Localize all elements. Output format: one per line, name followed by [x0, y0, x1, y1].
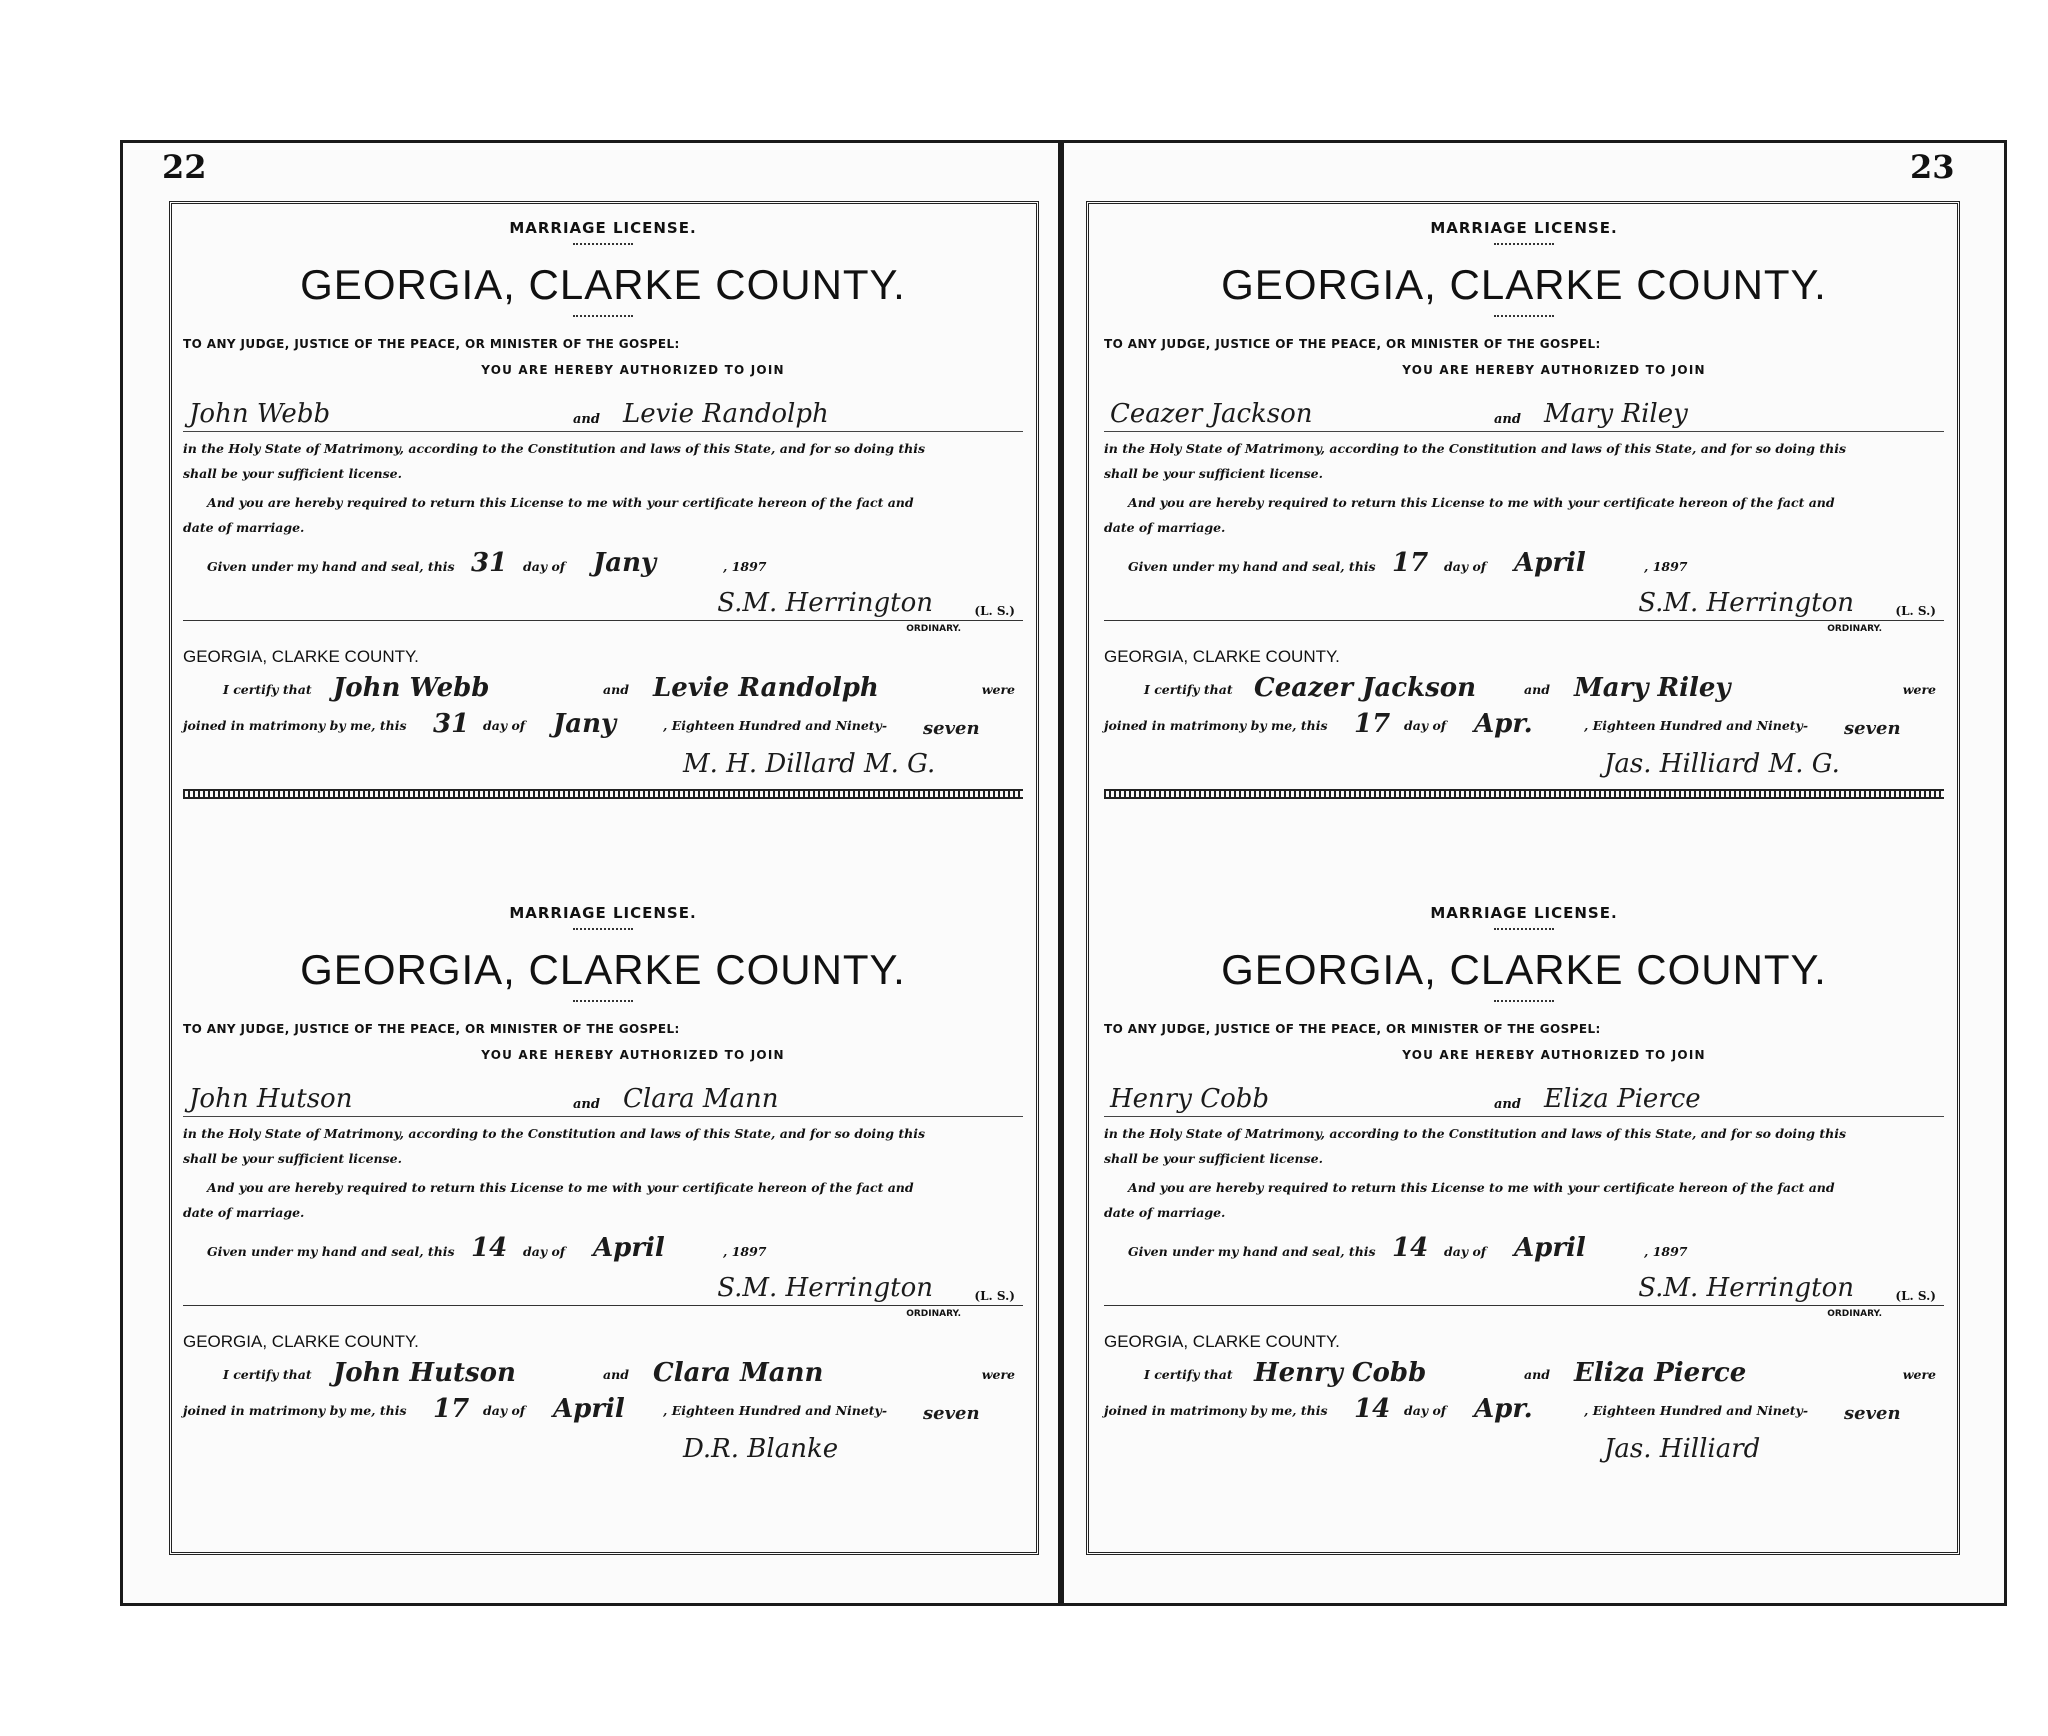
certificate-heading: GEORGIA, CLARKE COUNTY. — [183, 647, 419, 666]
right-page — [1058, 140, 2007, 1606]
eighteen-hundred-label: , Eighteen Hundred and Ninety- — [1584, 1403, 1809, 1418]
were-label: were — [981, 682, 1015, 697]
ninety-year: seven — [923, 718, 980, 739]
certificate-heading: GEORGIA, CLARKE COUNTY. — [1104, 1332, 1340, 1351]
given-day: 14 — [1392, 1233, 1429, 1263]
license-paragraph-2 — [1104, 490, 1944, 540]
given-day: 14 — [471, 1233, 508, 1263]
given-month: April — [1514, 548, 1586, 578]
certify-line — [1104, 1352, 1944, 1388]
license-paragraph-1 — [1104, 1121, 1944, 1171]
joined-day-of: day of — [1404, 1403, 1447, 1418]
authorized-line: YOU ARE HEREBY AUTHORIZED TO JOIN — [481, 1048, 785, 1062]
certify-line — [183, 667, 1023, 703]
license-paragraph-2 — [183, 1175, 1023, 1225]
joined-day: 17 — [433, 1394, 470, 1424]
and-label: and — [1494, 1097, 1521, 1112]
license-paragraph-1 — [183, 1121, 1023, 1171]
paragraph-text: And you are hereby required to return this License to me with your certificate hereon of the fact and — [207, 495, 914, 510]
certify-prefix: I certify that — [1144, 682, 1233, 697]
and-label: and — [573, 412, 600, 427]
and-label: and — [1494, 412, 1521, 427]
couple-names-line — [1104, 385, 1944, 432]
certified-bride: Mary Riley — [1574, 673, 1731, 703]
paragraph-text: shall be your sufficient license. — [1104, 466, 1323, 481]
certified-groom: Henry Cobb — [1254, 1358, 1427, 1388]
ornament-divider — [1494, 243, 1554, 245]
form-separator — [1104, 789, 1944, 799]
address-line: TO ANY JUDGE, JUSTICE OF THE PEACE, OR MINISTER OF THE GOSPEL: — [1104, 1022, 1601, 1036]
county-heading: GEORGIA, CLARKE COUNTY. — [1221, 946, 1827, 993]
officiant-line — [1104, 739, 1944, 781]
joined-day: 31 — [433, 709, 470, 739]
groom-name: John Hutson — [189, 1084, 353, 1114]
paragraph-text: in the Holy State of Matrimony, according to the Constitution and laws of this State, and for so doing this — [1104, 441, 1847, 456]
ornament-divider — [573, 928, 633, 930]
given-date-line — [183, 1229, 1023, 1263]
given-prefix: Given under my hand and seal, this — [1128, 1244, 1376, 1259]
marriage-license-left-bottom — [183, 888, 1023, 1466]
certified-bride: Clara Mann — [653, 1358, 824, 1388]
certify-line — [183, 1352, 1023, 1388]
paragraph-text: in the Holy State of Matrimony, according to the Constitution and laws of this State, and for so doing this — [183, 1126, 926, 1141]
county-heading: GEORGIA, CLARKE COUNTY. — [300, 261, 906, 308]
seal-label: (L. S.) — [1895, 604, 1936, 618]
certified-groom: John Webb — [333, 673, 490, 703]
license-paragraph-2 — [1104, 1175, 1944, 1225]
ornament-divider — [573, 1000, 633, 1002]
marriage-license-left-top — [183, 203, 1023, 799]
given-date-line — [1104, 1229, 1944, 1263]
ornament-divider — [1494, 928, 1554, 930]
groom-name: Henry Cobb — [1110, 1084, 1270, 1114]
paragraph-text: in the Holy State of Matrimony, according to the Constitution and laws of this State, and for so doing this — [183, 441, 926, 456]
form-separator — [183, 789, 1023, 799]
joined-month: April — [553, 1394, 625, 1424]
joined-day-of: day of — [483, 718, 526, 733]
year-label: , 1897 — [1644, 559, 1688, 574]
address-line: TO ANY JUDGE, JUSTICE OF THE PEACE, OR MINISTER OF THE GOSPEL: — [183, 1022, 680, 1036]
joined-line — [183, 703, 1023, 739]
certify-prefix: I certify that — [1144, 1367, 1233, 1382]
certified-bride: Eliza Pierce — [1574, 1358, 1747, 1388]
authorized-line: YOU ARE HEREBY AUTHORIZED TO JOIN — [1402, 1048, 1706, 1062]
joined-prefix: joined in matrimony by me, this — [1104, 1403, 1328, 1418]
address-line: TO ANY JUDGE, JUSTICE OF THE PEACE, OR MINISTER OF THE GOSPEL: — [1104, 337, 1601, 351]
paragraph-text: in the Holy State of Matrimony, according to the Constitution and laws of this State, and for so doing this — [1104, 1126, 1847, 1141]
ordinary-signature-line — [183, 578, 1023, 634]
ordinary-label: ORDINARY. — [906, 624, 961, 634]
license-heading: MARRIAGE LICENSE. — [1430, 904, 1618, 922]
were-label: were — [1902, 682, 1936, 697]
given-month: Jany — [593, 548, 657, 578]
ordinary-signature: S.M. Herrington — [1638, 1273, 1854, 1303]
license-paragraph-1 — [1104, 436, 1944, 486]
seal-label: (L. S.) — [1895, 1289, 1936, 1303]
given-month: April — [1514, 1233, 1586, 1263]
day-of-label: day of — [1444, 1244, 1487, 1259]
left-page — [120, 140, 1069, 1606]
joined-line — [1104, 703, 1944, 739]
officiant-signature: Jas. Hilliard M. G. — [1604, 749, 1840, 779]
paragraph-text: shall be your sufficient license. — [1104, 1151, 1323, 1166]
address-line: TO ANY JUDGE, JUSTICE OF THE PEACE, OR MINISTER OF THE GOSPEL: — [183, 337, 680, 351]
paragraph-text: date of marriage. — [1104, 1205, 1226, 1220]
certify-prefix: I certify that — [223, 682, 312, 697]
joined-day: 17 — [1354, 709, 1391, 739]
ordinary-signature: S.M. Herrington — [717, 588, 933, 618]
and-label: and — [573, 1097, 600, 1112]
joined-prefix: joined in matrimony by me, this — [1104, 718, 1328, 733]
seal-label: (L. S.) — [974, 1289, 1015, 1303]
license-heading: MARRIAGE LICENSE. — [1430, 219, 1618, 237]
ordinary-label: ORDINARY. — [1827, 624, 1882, 634]
joined-month: Jany — [553, 709, 617, 739]
eighteen-hundred-label: , Eighteen Hundred and Ninety- — [1584, 718, 1809, 733]
given-day: 31 — [471, 548, 508, 578]
year-label: , 1897 — [723, 1244, 767, 1259]
eighteen-hundred-label: , Eighteen Hundred and Ninety- — [663, 718, 888, 733]
ordinary-label: ORDINARY. — [906, 1309, 961, 1319]
ornament-divider — [573, 243, 633, 245]
seal-label: (L. S.) — [974, 604, 1015, 618]
given-day: 17 — [1392, 548, 1429, 578]
given-prefix: Given under my hand and seal, this — [207, 1244, 455, 1259]
ordinary-signature: S.M. Herrington — [717, 1273, 933, 1303]
paragraph-text: date of marriage. — [183, 520, 305, 535]
county-heading: GEORGIA, CLARKE COUNTY. — [300, 946, 906, 993]
paragraph-text: And you are hereby required to return this License to me with your certificate hereon of the fact and — [207, 1180, 914, 1195]
year-label: , 1897 — [723, 559, 767, 574]
groom-name: John Webb — [189, 399, 331, 429]
given-month: April — [593, 1233, 665, 1263]
eighteen-hundred-label: , Eighteen Hundred and Ninety- — [663, 1403, 888, 1418]
certificate-heading: GEORGIA, CLARKE COUNTY. — [1104, 647, 1340, 666]
bride-name: Clara Mann — [623, 1084, 779, 1114]
given-prefix: Given under my hand and seal, this — [1128, 559, 1376, 574]
officiant-line — [1104, 1424, 1944, 1466]
ornament-divider — [1494, 315, 1554, 317]
marriage-license-right-top — [1104, 203, 1944, 799]
joined-line — [1104, 1388, 1944, 1424]
joined-month: Apr. — [1474, 1394, 1533, 1424]
certify-line — [1104, 667, 1944, 703]
day-of-label: day of — [1444, 559, 1487, 574]
marriage-license-right-bottom — [1104, 888, 1944, 1466]
certify-and: and — [1524, 1367, 1550, 1382]
joined-prefix: joined in matrimony by me, this — [183, 1403, 407, 1418]
paragraph-text: shall be your sufficient license. — [183, 1151, 402, 1166]
groom-name: Ceazer Jackson — [1110, 399, 1313, 429]
ordinary-label: ORDINARY. — [1827, 1309, 1882, 1319]
given-prefix: Given under my hand and seal, this — [207, 559, 455, 574]
ordinary-signature: S.M. Herrington — [1638, 588, 1854, 618]
ninety-year: seven — [1844, 718, 1901, 739]
given-date-line — [183, 544, 1023, 578]
county-heading: GEORGIA, CLARKE COUNTY. — [1221, 261, 1827, 308]
officiant-line — [183, 739, 1023, 781]
ornament-divider — [573, 315, 633, 317]
bride-name: Eliza Pierce — [1544, 1084, 1701, 1114]
certified-groom: Ceazer Jackson — [1254, 673, 1477, 703]
joined-prefix: joined in matrimony by me, this — [183, 718, 407, 733]
license-paragraph-1 — [183, 436, 1023, 486]
certify-and: and — [1524, 682, 1550, 697]
bride-name: Levie Randolph — [623, 399, 829, 429]
joined-day: 14 — [1354, 1394, 1391, 1424]
joined-month: Apr. — [1474, 709, 1533, 739]
ordinary-signature-line — [1104, 1263, 1944, 1319]
officiant-signature: M. H. Dillard M. G. — [683, 749, 936, 779]
joined-day-of: day of — [483, 1403, 526, 1418]
page-number-left: 22 — [162, 148, 207, 186]
were-label: were — [1902, 1367, 1936, 1382]
page-number-right: 23 — [1910, 148, 1955, 186]
license-heading: MARRIAGE LICENSE. — [509, 219, 697, 237]
authorized-line: YOU ARE HEREBY AUTHORIZED TO JOIN — [1402, 363, 1706, 377]
ordinary-signature-line — [1104, 578, 1944, 634]
certify-and: and — [603, 1367, 629, 1382]
officiant-line — [183, 1424, 1023, 1466]
officiant-signature: Jas. Hilliard — [1604, 1434, 1761, 1464]
ordinary-signature-line — [183, 1263, 1023, 1319]
certify-and: and — [603, 682, 629, 697]
officiant-signature: D.R. Blanke — [683, 1434, 839, 1464]
paragraph-text: And you are hereby required to return this License to me with your certificate hereon of the fact and — [1128, 495, 1835, 510]
paragraph-text: date of marriage. — [183, 1205, 305, 1220]
authorized-line: YOU ARE HEREBY AUTHORIZED TO JOIN — [481, 363, 785, 377]
given-date-line — [1104, 544, 1944, 578]
couple-names-line — [1104, 1070, 1944, 1117]
license-heading: MARRIAGE LICENSE. — [509, 904, 697, 922]
license-paragraph-2 — [183, 490, 1023, 540]
paragraph-text: And you are hereby required to return this License to me with your certificate hereon of the fact and — [1128, 1180, 1835, 1195]
couple-names-line — [183, 1070, 1023, 1117]
year-label: , 1897 — [1644, 1244, 1688, 1259]
paragraph-text: date of marriage. — [1104, 520, 1226, 535]
were-label: were — [981, 1367, 1015, 1382]
couple-names-line — [183, 385, 1023, 432]
ninety-year: seven — [923, 1403, 980, 1424]
certified-bride: Levie Randolph — [653, 673, 879, 703]
joined-line — [183, 1388, 1023, 1424]
day-of-label: day of — [523, 559, 566, 574]
joined-day-of: day of — [1404, 718, 1447, 733]
certificate-heading: GEORGIA, CLARKE COUNTY. — [183, 1332, 419, 1351]
certify-prefix: I certify that — [223, 1367, 312, 1382]
ninety-year: seven — [1844, 1403, 1901, 1424]
paragraph-text: shall be your sufficient license. — [183, 466, 402, 481]
day-of-label: day of — [523, 1244, 566, 1259]
ornament-divider — [1494, 1000, 1554, 1002]
bride-name: Mary Riley — [1544, 399, 1688, 429]
certified-groom: John Hutson — [333, 1358, 516, 1388]
